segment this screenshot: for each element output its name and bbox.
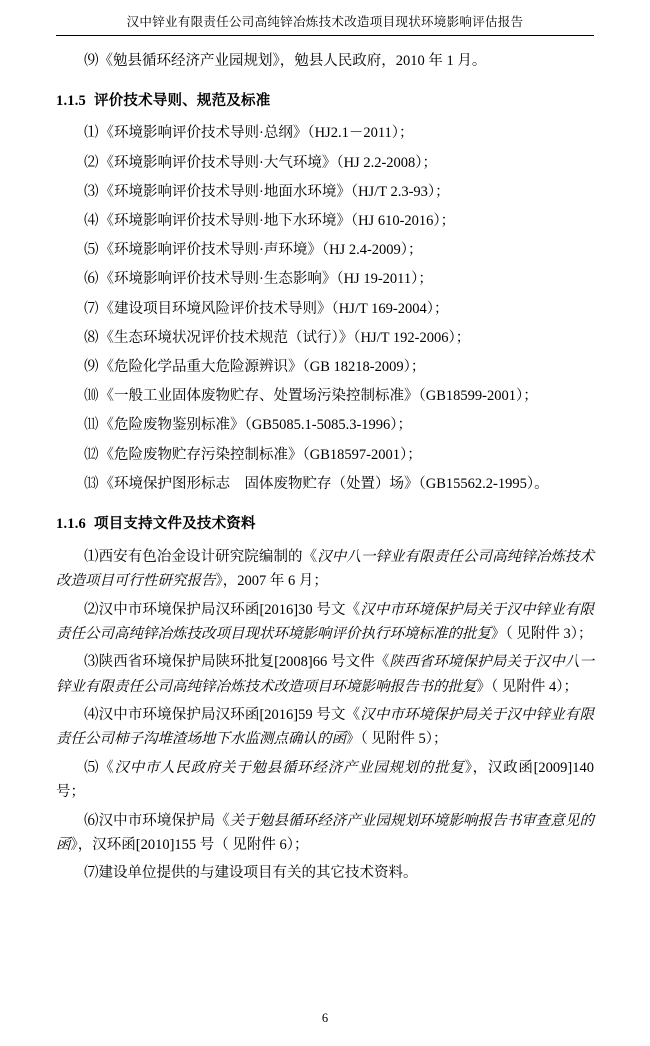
support-item-marker: ⑶ xyxy=(84,654,99,671)
heading-1-1-5-title: 评价技术导则、规范及标准 xyxy=(94,93,271,110)
support-item-text: 》（ 见附件 4）； xyxy=(476,678,578,695)
list-item-marker: ⑾ xyxy=(84,417,99,434)
list-item-marker: ⑵ xyxy=(84,154,99,171)
list-item xyxy=(56,239,594,262)
list-item xyxy=(56,181,594,204)
support-item-title: 汉中市环境保护局关于汉中锌业有限责任公司柿子沟堆渣场地下水监测点确认的函 xyxy=(56,707,595,748)
support-item-text: 汉中市环境保护局汉环函[2016]30 号文《 xyxy=(98,601,361,618)
support-item-text: 》，汉政函[2009]140 号； xyxy=(56,759,594,801)
list-item-text: 《环境保护图形标志 固体废物贮存（处置）场》（GB15562.2-1995）。 xyxy=(99,475,549,492)
support-item-text: 》，2007 年 6 月； xyxy=(215,573,328,590)
support-item-text: 陕西省环境保护局陕环批复[2008]66 号文件《 xyxy=(98,654,390,671)
heading-1-1-6 xyxy=(56,512,594,533)
support-item-text: 》（ 见附件 3）； xyxy=(491,626,593,642)
list-item-text: 《环境影响评价技术导则·声环境》（HJ 2.4-2009）； xyxy=(99,242,423,259)
list-item-text: 《环境影响评价技术导则·总纲》（HJ2.1－2011）； xyxy=(99,125,414,142)
list-item-marker: ⑽ xyxy=(84,388,99,405)
list-item-text: 《建设项目环境风险评价技术导则》（HJ/T 169-2004）； xyxy=(99,300,449,317)
support-item-marker: ⑸ xyxy=(84,759,100,776)
list-item-marker: ⒀ xyxy=(84,475,99,492)
page-footer: 6 xyxy=(321,1011,329,1025)
support-item-text: 《 xyxy=(99,759,115,776)
support-item-marker: ⑵ xyxy=(84,601,99,618)
support-item xyxy=(56,598,594,647)
support-item-title: 汉中市人民政府关于勉县循环经济产业园规划的批复 xyxy=(114,759,465,776)
list-item-text: 《一般工业固体废物贮存、处置场污染控制标准》（GB18599-2001）； xyxy=(99,388,538,405)
header-divider xyxy=(56,35,594,36)
support-item xyxy=(56,809,594,858)
list-item xyxy=(56,473,594,496)
support-item-marker: ⑴ xyxy=(84,548,99,565)
list-item-marker: ⑹ xyxy=(84,271,99,288)
list-item xyxy=(56,210,594,233)
support-item xyxy=(56,650,594,699)
heading-1-1-5 xyxy=(56,89,594,110)
list-item-marker: ⑻ xyxy=(84,329,99,346)
top-list-item-marker: ⑼ xyxy=(84,53,99,69)
list-item-marker: ⑴ xyxy=(84,125,99,142)
heading-1-1-6-number: 1.1.6 xyxy=(56,515,86,532)
support-item-marker: ⑺ xyxy=(84,865,99,882)
list-item-marker: ⑺ xyxy=(84,300,99,317)
list-item xyxy=(56,268,594,291)
support-item-title: 汉中市环境保护局关于汉中锌业有限责任公司高纯锌冶炼技改项目现状环境影响评价执行环境标准的批复 xyxy=(56,601,595,642)
list-item xyxy=(56,444,594,467)
list-item-marker: ⑼ xyxy=(84,358,99,375)
list-item xyxy=(56,385,594,408)
support-item-text: 汉中市环境保护局《 xyxy=(98,812,230,829)
list-item-text: 《危险化学品重大危险源辨识》（GB 18218-2009）； xyxy=(99,358,426,375)
list-item xyxy=(56,356,594,379)
support-item xyxy=(56,545,594,594)
support-item-marker: ⑹ xyxy=(84,812,99,829)
list-item-text: 《环境影响评价技术导则·地面水环境》（HJ/T 2.3-93）； xyxy=(99,183,450,200)
support-documents-list xyxy=(56,545,594,886)
list-item xyxy=(56,298,594,321)
heading-1-1-5-number: 1.1.5 xyxy=(56,93,86,110)
list-item xyxy=(56,152,594,175)
list-item-marker: ⑷ xyxy=(84,213,99,230)
list-item-text: 《生态环境状况评价技术规范（试行）》（HJ/T 192-2006）； xyxy=(99,329,471,346)
list-item-marker: ⑿ xyxy=(84,446,99,463)
list-item xyxy=(56,414,594,437)
support-item xyxy=(56,703,594,752)
support-item-title: 汉中八一锌业有限责任公司高纯锌冶炼技术改造项目可行性研究报告 xyxy=(56,548,595,590)
support-item-text: 》，汉环函[2010]155 号（ 见附件 6）； xyxy=(70,836,309,853)
standards-list xyxy=(56,122,594,495)
support-item-text: 建设单位提供的与建设项目有关的其它技术资料。 xyxy=(98,865,418,882)
support-item xyxy=(56,861,594,885)
support-item xyxy=(56,756,594,805)
list-item-text: 《危险废物鉴别标准》（GB5085.1-5085.3-1996）； xyxy=(99,417,413,434)
support-item-title: 陕西省环境保护局关于汉中八一锌业有限责任公司高纯锌冶炼技术改造项目环境影响报告书的批复 xyxy=(56,654,595,695)
heading-1-1-6-title: 项目支持文件及技术资料 xyxy=(94,515,256,532)
list-item-text: 《环境影响评价技术导则·地下水环境》（HJ 610-2016）； xyxy=(99,213,456,230)
list-item-marker: ⑸ xyxy=(84,242,99,259)
list-item-marker: ⑶ xyxy=(84,183,99,200)
support-item-text: 》（ 见附件 5）； xyxy=(346,731,448,748)
support-item-text: 汉中市环境保护局汉环函[2016]59 号文《 xyxy=(98,707,361,724)
list-item-text: 《环境影响评价技术导则·大气环境》（HJ 2.2-2008）； xyxy=(99,154,438,171)
support-item-text: 西安有色冶金设计研究院编制的《 xyxy=(98,548,318,565)
list-item xyxy=(56,327,594,350)
list-item xyxy=(56,122,594,145)
support-item-title: 关于勉县循环经济产业园规划环境影响报告书审查意见的函 xyxy=(56,812,595,853)
top-list-item xyxy=(56,50,594,73)
support-item-marker: ⑷ xyxy=(84,707,99,724)
list-item-text: 《环境影响评价技术导则·生态影响》（HJ 19-2011）； xyxy=(99,271,433,288)
top-list-item-text: 《勉县循环经济产业园规划》，勉县人民政府，2010 年 1 月。 xyxy=(98,53,487,69)
page-header: 汉中锌业有限责任公司高纯锌冶炼技术改造项目现状环境影响评估报告 xyxy=(126,15,524,29)
list-item-text: 《危险废物贮存污染控制标准》（GB18597-2001）； xyxy=(99,446,422,463)
